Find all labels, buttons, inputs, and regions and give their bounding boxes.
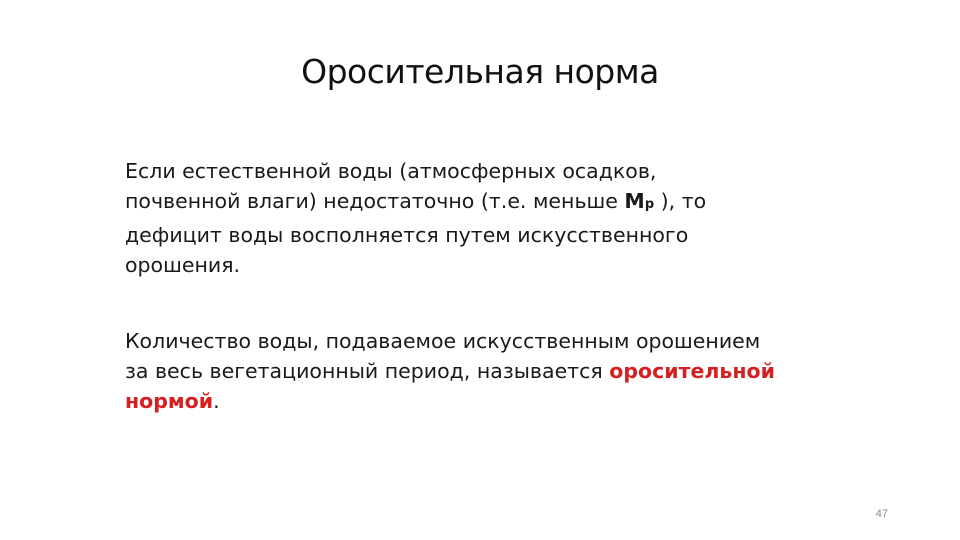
paragraph-irrigation-norm-definition <box>125 326 883 416</box>
paragraph1-line4: орошения. <box>125 253 241 277</box>
paragraph2-line1: Количество воды, подаваемое искусственным орошением <box>125 329 761 353</box>
highlight-term-part1: оросительной <box>609 359 775 383</box>
paragraph2-line3-end: . <box>213 389 220 413</box>
paragraph1-line1: Если естественной воды (атмосферных осадков, <box>125 159 657 183</box>
page-number: 47 <box>875 508 888 520</box>
mp-symbol: M <box>624 189 645 213</box>
paragraph1-line2 <box>125 186 883 220</box>
slide-title: Оросительная норма <box>301 52 659 91</box>
mp-subscript: р <box>644 197 655 212</box>
paragraph2-line3 <box>125 386 883 416</box>
paragraph2-line2-text: за весь вегетационный период, называется <box>125 359 610 383</box>
paragraph2-line2 <box>125 356 883 386</box>
highlight-term-part2: нормой <box>125 389 214 413</box>
paragraph1-line3: дефицит воды восполняется путем искусственного <box>125 223 689 247</box>
paragraph1-line2-text: почвенной влаги) недостаточно (т.е. меньше <box>125 189 625 213</box>
paragraph1-line2-end: ), то <box>654 189 707 213</box>
paragraph-irrigation-deficit <box>125 156 883 280</box>
